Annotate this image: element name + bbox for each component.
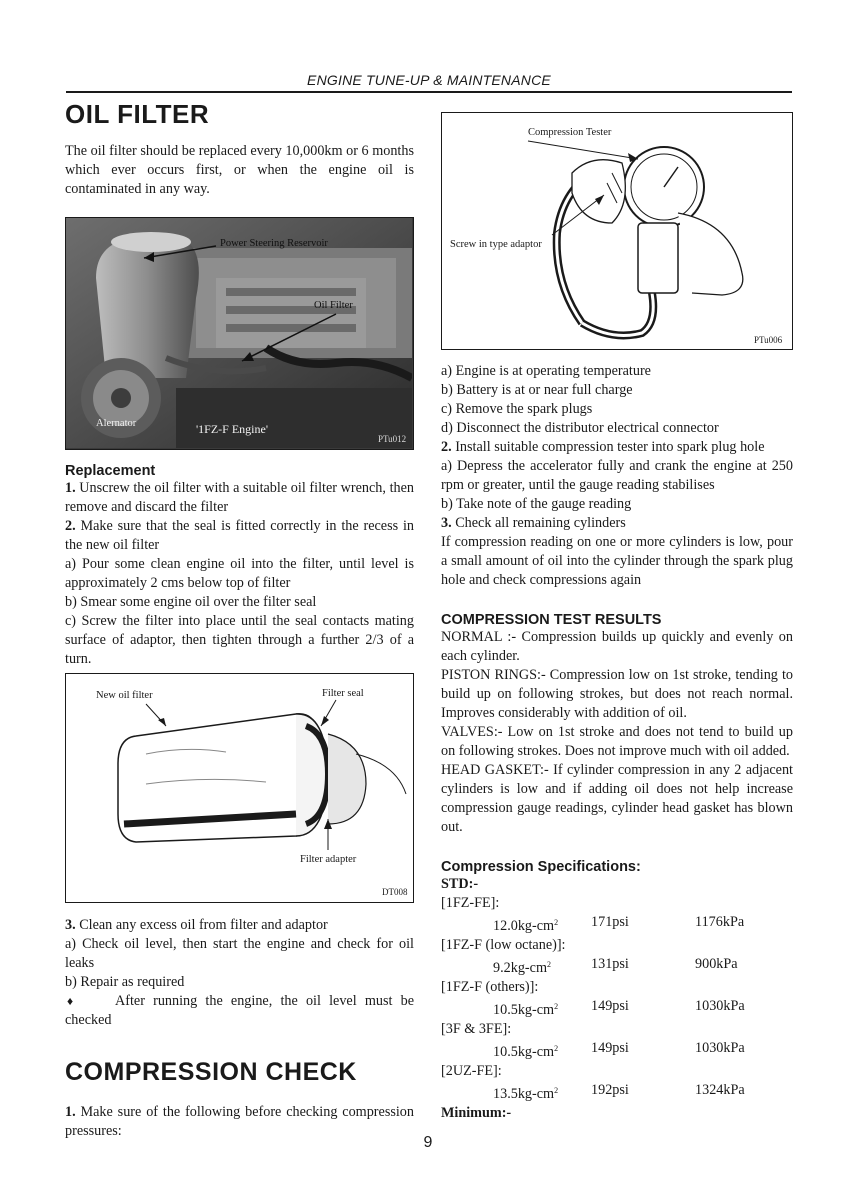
step-2c: c) Screw the filter into place until the seal contacts mating surface of adaptor, then tighten through a further 2/3 of a turn. <box>65 613 414 667</box>
replacement-steps <box>65 479 414 669</box>
note-bullet-icon: ♦ <box>67 994 74 1008</box>
label-alternator: Alernator <box>96 418 137 429</box>
compression-step-2a: a) Depress the accelerator fully and crank the engine at 250 rpm or greater, until the gauge reading stabilises <box>441 458 793 493</box>
compression-step-2-number: 2. <box>441 439 452 455</box>
note-text: After running the engine, the oil level must be checked <box>65 993 414 1028</box>
spec-engine: [1FZ-F (others)]: <box>441 979 539 995</box>
right-column <box>441 95 793 1123</box>
step-3-text: Clean any excess oil from filter and adaptor <box>79 917 328 933</box>
diagram-code: DT008 <box>382 887 408 897</box>
step-3-number: 3. <box>65 917 76 933</box>
step-1-number: 1. <box>65 480 76 496</box>
compression-tester-graphic <box>442 113 791 348</box>
step-1-text: Unscrew the oil filter with a suitable oil filter wrench, then remove and discard the filter <box>65 480 415 515</box>
spec-kpa: 900kPa <box>695 956 738 972</box>
spec-psi: 171psi <box>591 914 629 930</box>
spec-kg-cell <box>441 955 591 978</box>
compression-step-3-text: Check all remaining cylinders <box>455 515 626 531</box>
spec-kg-exponent: 2 <box>546 960 551 969</box>
step-1 <box>65 479 414 517</box>
replacement-title: Replacement <box>65 463 156 479</box>
spec-kg: 13.5kg-cm <box>493 1086 555 1102</box>
step-2a: a) Pour some clean engine oil into the filter, until level is approximately 2 cms below top of filter <box>65 556 414 591</box>
label-oil-filter: Oil Filter <box>314 300 353 311</box>
compression-step-2b: b) Take note of the gauge reading <box>441 496 632 512</box>
spec-kpa: 1324kPa <box>695 1082 745 1098</box>
spec-kg-exponent: 2 <box>554 918 559 927</box>
filter-diagram-graphic <box>66 674 412 901</box>
spec-row <box>441 955 793 978</box>
step-3 <box>65 916 414 935</box>
result-head-gasket: HEAD GASKET:- If cylinder compression in any 2 adjacent cylinders is low and if adding oil does not help increase compression gauge readings, cylinder head gasket has blown out. <box>441 762 793 835</box>
step-2b: b) Smear some engine oil over the filter seal <box>65 594 317 610</box>
spec-kpa: 1030kPa <box>695 1040 745 1056</box>
running-head: ENGINE TUNE-UP & MAINTENANCE <box>307 72 551 88</box>
step-3a: a) Check oil level, then start the engine and check for oil leaks <box>65 936 414 971</box>
spec-kg-cell <box>441 997 591 1020</box>
compression-step-1-number: 1. <box>65 1104 76 1120</box>
step-2 <box>65 517 414 555</box>
spec-kg-cell <box>441 1081 591 1104</box>
compression-step-1-text: Make sure of the following before checking compression pressures: <box>65 1104 414 1139</box>
spec-engine: [1FZ-FE]: <box>441 895 500 911</box>
step-2-number: 2. <box>65 518 76 534</box>
spec-psi: 149psi <box>591 1040 629 1056</box>
spec-kg: 12.0kg-cm <box>493 918 555 934</box>
spec-kpa: 1176kPa <box>695 914 745 930</box>
label-compression-tester: Compression Tester <box>528 127 612 138</box>
spec-kg-exponent: 2 <box>554 1086 559 1095</box>
minimum-label: Minimum:- <box>441 1105 512 1121</box>
spec-row <box>441 913 793 936</box>
spec-engine: [1FZ-F (low octane)]: <box>441 937 566 953</box>
tester-diagram-code: PTu006 <box>754 335 783 345</box>
filter-diagram <box>65 673 414 903</box>
std-label: STD:- <box>441 876 479 892</box>
oil-filter-intro-block <box>65 142 414 199</box>
label-power-steering: Power Steering Reservoir <box>220 238 328 249</box>
compression-step-3 <box>441 514 793 533</box>
spec-kg-exponent: 2 <box>554 1044 559 1053</box>
result-valves: VALVES:- Low on 1st stroke and does not tend to build up on following strokes. Does not improve much with oil added. <box>441 724 793 759</box>
spec-kg-exponent: 2 <box>554 1002 559 1011</box>
spec-engine: [3F & 3FE]: <box>441 1021 512 1037</box>
spec-kg: 10.5kg-cm <box>493 1044 555 1060</box>
oil-filter-title: OIL FILTER <box>65 99 210 129</box>
label-engine: '1FZ-F Engine' <box>196 422 268 436</box>
label-filter-adapter: Filter adapter <box>300 854 357 865</box>
spec-kg-cell <box>441 913 591 936</box>
results-list <box>441 628 793 837</box>
low-compression-note: If compression reading on one or more cylinders is low, pour a small amount of oil into the cylinder through the spark plug hole and check compressions again <box>441 534 793 588</box>
item-a: a) Engine is at operating temperature <box>441 363 651 379</box>
item-d: d) Disconnect the distributor electrical connector <box>441 420 719 436</box>
label-filter-seal: Filter seal <box>322 688 364 699</box>
spec-row <box>441 997 793 1020</box>
header-rule <box>66 91 792 93</box>
result-piston-rings: PISTON RINGS:- Compression low on 1st stroke, tending to build up on following strokes, but does not reach normal. Improves considerably with addition of oil. <box>441 667 793 721</box>
compression-step-2 <box>441 438 793 457</box>
oil-filter-intro: The oil filter should be replaced every 10,000km or 6 months which ever occurs first, or when the engine oil is contaminated in any way. <box>65 143 414 197</box>
photo-code: PTu012 <box>378 434 407 444</box>
step-2-text: Make sure that the seal is fitted correctly in the recess in the new oil filter <box>65 518 415 553</box>
final-steps <box>65 916 414 1030</box>
label-new-oil-filter: New oil filter <box>96 690 153 701</box>
compression-tester-diagram <box>441 112 793 350</box>
left-column <box>65 95 414 1141</box>
engine-photo-graphic <box>66 218 412 448</box>
spec-row <box>441 1039 793 1062</box>
spec-psi: 192psi <box>591 1082 629 1098</box>
label-screw-adaptor: Screw in type adaptor <box>450 239 542 250</box>
compression-step-3-number: 3. <box>441 515 452 531</box>
spec-engine: [2UZ-FE]: <box>441 1063 502 1079</box>
spec-kg: 9.2kg-cm <box>493 960 547 976</box>
spec-psi: 131psi <box>591 956 629 972</box>
specs-table <box>441 875 793 1123</box>
page-number: 9 <box>423 1134 433 1151</box>
spec-kg: 10.5kg-cm <box>493 1002 555 1018</box>
compression-step-2-text: Install suitable compression tester into spark plug hole <box>455 439 765 455</box>
step-3b: b) Repair as required <box>65 974 185 990</box>
spec-kpa: 1030kPa <box>695 998 745 1014</box>
compression-title: COMPRESSION CHECK <box>65 1058 357 1086</box>
item-b: b) Battery is at or near full charge <box>441 382 633 398</box>
oil-level-note <box>65 992 414 1030</box>
engine-photo <box>65 217 414 450</box>
spec-psi: 149psi <box>591 998 629 1014</box>
compression-steps <box>441 362 793 590</box>
result-normal: NORMAL :- Compression builds up quickly and evenly on each cylinder. <box>441 629 793 664</box>
spec-kg-cell <box>441 1039 591 1062</box>
specs-title: Compression Specifications: <box>441 859 641 875</box>
item-c: c) Remove the spark plugs <box>441 401 593 417</box>
results-title: COMPRESSION TEST RESULTS <box>441 612 662 628</box>
spec-row <box>441 1081 793 1104</box>
